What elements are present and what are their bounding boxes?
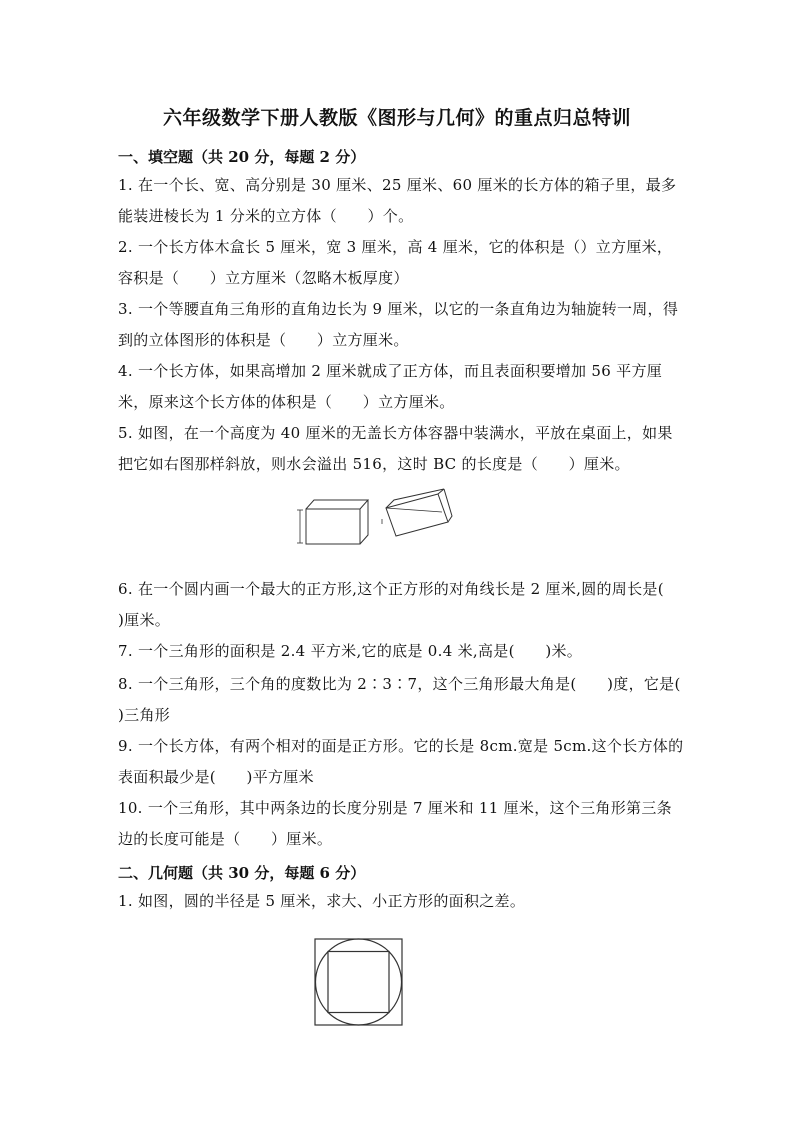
circle-squares-figure [312, 936, 406, 1028]
section-geometry-heading: 二、几何题（共 30 分，每题 6 分） [118, 864, 366, 882]
page-title: 六年级数学下册人教版《图形与几何》的重点归总特训 [162, 107, 631, 129]
question-6: 6. 在一个圆内画一个最大的正方形,这个正方形的对角线长是 2 厘米,圆的周长是( )厘米。 [118, 580, 695, 629]
question-7: 7. 一个三角形的面积是 2.4 平方米,它的底是 0.4 米,高是( )米。 [118, 642, 583, 660]
question-9: 9. 一个长方体，有两个相对的面是正方形。它的长是 8cm.宽是 5cm.这个长方体的表面积最少是( )平方厘米 [118, 737, 684, 786]
geometry-question-1: 1. 如图，圆的半径是 5 厘米，求大、小正方形的面积之差。 [118, 892, 526, 910]
question-2: 2. 一个长方体木盒长 5 厘米，宽 3 厘米，高 4 厘米，它的体积是（）立方厘米，容积是（ ）立方厘米（忽略木板厚度） [118, 238, 673, 287]
inner-square [328, 952, 389, 1013]
question-10: 10. 一个三角形，其中两条边的长度分别是 7 厘米和 11 厘米，这个三角形第三条边的长度可能是（ ）厘米。 [118, 799, 672, 848]
question-4: 4. 一个长方体，如果高增加 2 厘米就成了正方体，而且表面积要增加 56 平方厘米，原来这个长方体的体积是（ ）立方厘米。 [118, 362, 663, 411]
question-3: 3. 一个等腰直角三角形的直角边长为 9 厘米，以它的一条直角边为轴旋转一周，得到的立体图形的体积是（ ）立方厘米。 [118, 300, 679, 349]
section-fill-blank-heading: 一、填空题（共 20 分，每题 2 分） [118, 148, 366, 166]
question-5: 5. 如图，在一个高度为 40 厘米的无盖长方体容器中装满水，平放在桌面上，如果把它如右图那样斜放，则水会溢出 516，这时 BC 的长度是（ ）厘米。 [118, 424, 673, 473]
question-1: 1. 在一个长、宽、高分别是 30 厘米、25 厘米、60 厘米的长方体的箱子里，最多能装进棱长为 1 分米的立方体（ ）个。 [118, 176, 677, 225]
question-8: 8. 一个三角形，三个角的度数比为 2∶3∶7，这个三角形最大角是( )度，它是( )三角形 [118, 675, 727, 724]
question-5-container-figure [290, 486, 460, 552]
